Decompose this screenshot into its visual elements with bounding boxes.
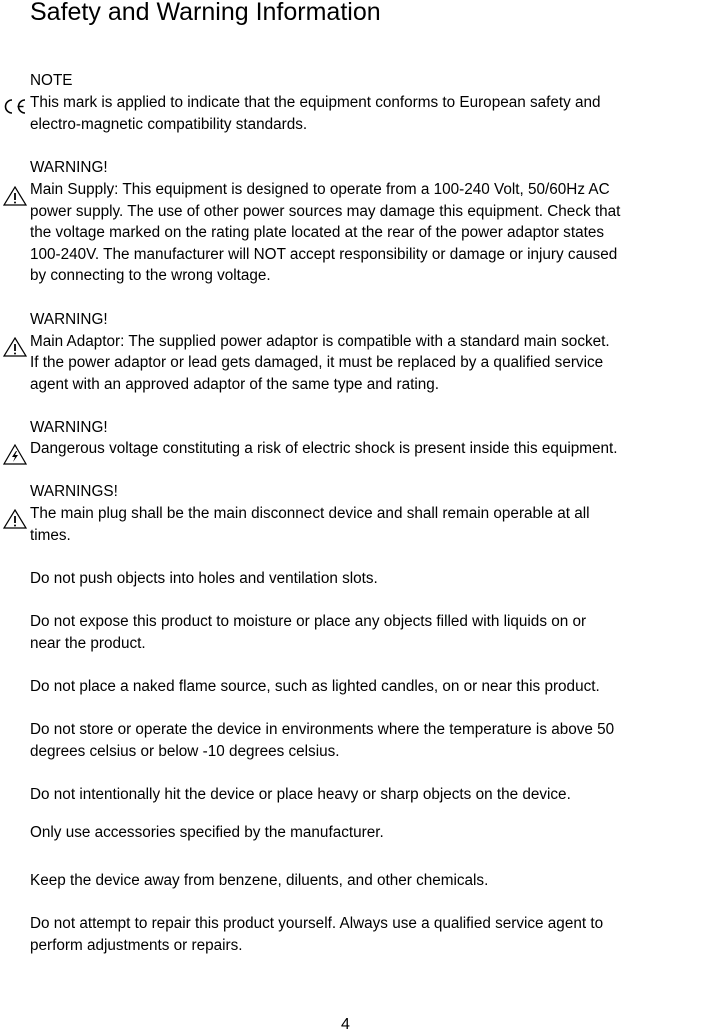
note-line-2: electro-magnetic compatibility standards.: [30, 116, 308, 133]
warning-adaptor-heading: WARNING!: [30, 311, 108, 328]
warning-adaptor-line-1: Main Adaptor: The supplied power adaptor is compatible with a standard main socket.: [30, 333, 610, 350]
warning-main-supply-line-3: the voltage marked on the rating plate located at the rear of the power adaptor states: [30, 224, 604, 241]
instruction-moisture-line-2: near the product.: [30, 635, 146, 652]
ce-mark-icon: [2, 98, 28, 115]
instruction-moisture-line-1: Do not expose this product to moisture or place any objects filled with liquids on or: [30, 613, 587, 630]
instruction-repair-line-1: Do not attempt to repair this product yourself. Always use a qualified service agent to: [30, 915, 604, 932]
warning-adaptor-line-2: If the power adaptor or lead gets damaged, it must be replaced by a qualified service: [30, 354, 604, 371]
page-title: Safety and Warning Information: [30, 0, 381, 26]
warning-voltage-heading: WARNING!: [30, 419, 108, 436]
note-line-1: This mark is applied to indicate that the equipment conforms to European safety and: [30, 94, 601, 111]
warning-voltage-line-1: Dangerous voltage constituting a risk of electric shock is present inside this equipment.: [30, 440, 618, 457]
warning-main-supply-line-5: by connecting to the wrong voltage.: [30, 267, 271, 284]
instruction-ventilation: Do not push objects into holes and ventilation slots.: [30, 570, 378, 587]
instruction-repair-line-2: perform adjustments or repairs.: [30, 937, 243, 954]
warning-triangle-icon: [3, 337, 27, 357]
warning-main-supply-heading: WARNING!: [30, 159, 108, 176]
warning-main-supply-line-4: 100-240V. The manufacturer will NOT accept responsibility or damage or injury caused: [30, 246, 618, 263]
instruction-chemicals: Keep the device away from benzene, diluents, and other chemicals.: [30, 872, 489, 889]
note-heading: NOTE: [30, 72, 73, 89]
warning-main-supply-line-1: Main Supply: This equipment is designed to operate from a 100-240 Volt, 50/60Hz AC: [30, 181, 610, 198]
instruction-accessories: Only use accessories specified by the manufacturer.: [30, 824, 384, 841]
warnings-plug-heading: WARNINGS!: [30, 483, 118, 500]
instruction-temperature-line-2: degrees celsius or below -10 degrees celsius.: [30, 743, 340, 760]
page-number: 4: [341, 1016, 350, 1033]
electric-shock-icon: [3, 444, 27, 465]
warning-triangle-icon: [3, 509, 27, 529]
warning-adaptor-line-3: agent with an approved adaptor of the same type and rating.: [30, 376, 440, 393]
instruction-impact: Do not intentionally hit the device or place heavy or sharp objects on the device.: [30, 786, 571, 803]
instruction-flame: Do not place a naked flame source, such as lighted candles, on or near this product.: [30, 678, 600, 695]
warning-triangle-icon: [3, 186, 27, 206]
instruction-temperature-line-1: Do not store or operate the device in environments where the temperature is above 50: [30, 721, 615, 738]
warnings-plug-line-1: The main plug shall be the main disconnect device and shall remain operable at all: [30, 505, 590, 522]
warnings-plug-line-2: times.: [30, 527, 71, 544]
warning-main-supply-line-2: power supply. The use of other power sources may damage this equipment. Check that: [30, 203, 621, 220]
